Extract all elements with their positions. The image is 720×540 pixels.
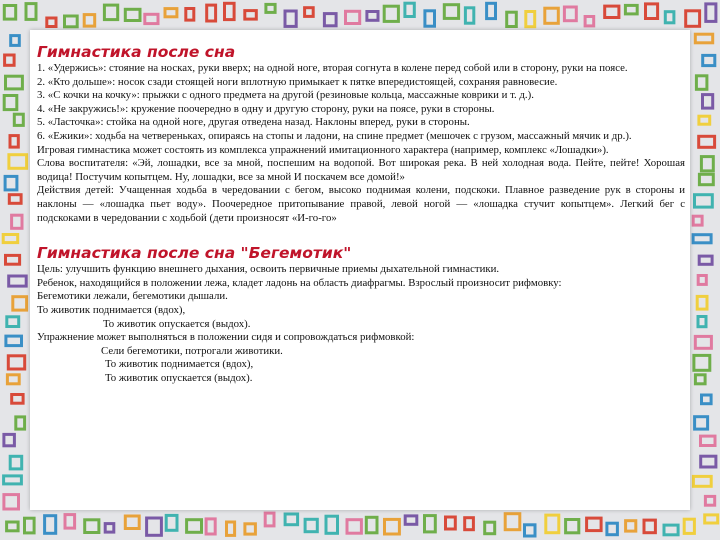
decorative-tile: [703, 95, 713, 109]
decorative-tile: [7, 522, 19, 531]
decorative-tile: [695, 417, 708, 429]
decorative-tile: [699, 256, 712, 264]
exercise-5: 5. «Ласточка»: стойка на одной ноге, другая отведена назад. Наклоны вперед, руки в стороны.: [37, 116, 470, 129]
decorative-tile: [626, 521, 636, 531]
decorative-tile: [425, 516, 436, 532]
decorative-tile: [245, 11, 256, 20]
section2-title: Гимнастика после сна "Бегемотик": [37, 244, 352, 263]
teacher-words: Слова воспитателя: «Эй, лошадки, все за мной, поспешим на водопой. Вот широкая река. В ней холодная вода. Пейте, пейте! Хорошая водица! Постучим копытцем. Ну, лошадки, все за мной И поскачем все домой!»: [37, 157, 685, 183]
rhyme2-line-1: Сели бегемотики, потрогали животики.: [101, 344, 283, 357]
decorative-tile: [694, 355, 710, 370]
rhyme-line-1: Бегемотики лежали, бегемотики дышали.: [37, 290, 228, 303]
decorative-tile: [4, 96, 17, 110]
decorative-tile: [695, 195, 713, 207]
decorative-tile: [505, 514, 520, 530]
decorative-tile: [305, 8, 314, 17]
decorative-tile: [703, 55, 715, 65]
decorative-tile: [566, 520, 579, 533]
decorative-tile: [625, 5, 637, 14]
decorative-tile: [207, 5, 216, 21]
decorative-tile: [10, 456, 22, 469]
decorative-tile: [587, 518, 602, 531]
decorative-tile: [705, 515, 718, 523]
decorative-tile: [187, 520, 202, 533]
decorative-tile: [706, 4, 716, 22]
decorative-tile: [285, 11, 296, 26]
decorative-tile: [545, 8, 559, 23]
decorative-tile: [644, 520, 655, 533]
decorative-tile: [507, 12, 517, 26]
decorative-tile: [13, 297, 27, 310]
decorative-tile: [104, 5, 117, 20]
game-gymnastics-intro: Игровая гимнастика может состоять из комплекса упражнений имитационного характера (например, комплекс «Лошадки»).: [37, 143, 609, 156]
decorative-tile: [695, 336, 711, 348]
decorative-tile: [384, 6, 398, 21]
decorative-tile: [405, 516, 417, 524]
decorative-tile: [85, 520, 99, 533]
decorative-tile: [4, 476, 22, 484]
decorative-tile: [145, 14, 158, 23]
decorative-tile: [3, 235, 18, 243]
decorative-tile: [84, 15, 95, 27]
decorative-tile: [664, 525, 678, 535]
decorative-tile: [405, 3, 414, 16]
decorative-tile: [5, 176, 17, 190]
decorative-tile: [305, 519, 317, 531]
decorative-tile: [695, 34, 712, 43]
decorative-tile: [425, 11, 435, 26]
decorative-tile: [265, 513, 274, 526]
sitting-variant-line: Упражнение может выполняться в положении сидя и сопровождаться рифмовкой:: [37, 331, 415, 344]
decorative-tile: [165, 9, 177, 17]
decorative-tile: [65, 515, 75, 529]
decorative-tile: [266, 4, 275, 12]
decorative-tile: [701, 436, 716, 445]
decorative-tile: [702, 395, 712, 404]
decorative-tile: [546, 515, 559, 533]
decorative-tile: [8, 356, 24, 369]
decorative-tile: [698, 317, 706, 327]
decorative-tile: [4, 495, 19, 509]
decorative-tile: [485, 522, 495, 534]
decorative-tile: [6, 255, 20, 264]
decorative-tile: [385, 519, 400, 534]
decorative-tile: [526, 12, 535, 27]
section1-title: Гимнастика после сна: [37, 43, 236, 61]
exercise-1: 1. «Удержись»: стояние на носках, руки вверх; на одной ноге, вторая согнута в колене перед собой или в сторону, руки на поясе.: [37, 62, 628, 74]
decorative-tile: [487, 3, 496, 18]
decorative-tile: [25, 518, 35, 533]
decorative-tile: [285, 514, 298, 525]
decorative-tile: [186, 9, 194, 21]
decorative-tile: [699, 174, 713, 184]
decorative-tile: [147, 518, 162, 535]
decorative-tile: [605, 6, 619, 17]
decorative-tile: [9, 155, 27, 169]
decorative-tile: [5, 55, 15, 65]
decorative-tile: [206, 519, 215, 534]
decorative-tile: [12, 395, 23, 404]
decorative-tile: [693, 216, 702, 225]
exercise-3: 3. «С кочки на кочку»: прыжки с одного предмета на другой (резиновые кольца, массажные коврики и т. д.).: [37, 89, 534, 102]
decorative-tile: [665, 12, 674, 23]
decorative-tile: [693, 235, 711, 243]
decorative-tile: [607, 523, 618, 535]
decorative-tile: [4, 6, 15, 20]
decorative-tile: [367, 12, 378, 21]
decorative-tile: [7, 317, 19, 327]
decorative-tile: [12, 215, 22, 228]
decorative-tile: [684, 519, 694, 533]
decorative-tile: [45, 516, 56, 534]
rhyme-line-2: То животик поднимается (вдох),: [37, 303, 186, 316]
decorative-tile: [16, 417, 25, 429]
exercise-2: 2. «Кто дольше»: носок сзади стоящей ноги вплотную примыкает к пятке впередистоящей, сохраняя равновесие.: [37, 75, 558, 88]
instruction-line: Ребенок, находящийся в положении лежа, кладет ладонь на область диафрагмы. Взрослый произносит рифмовку:: [37, 276, 562, 289]
decorative-tile: [585, 17, 594, 26]
rhyme2-line-2: То животик поднимается (вдох),: [105, 358, 254, 371]
decorative-tile: [366, 517, 377, 533]
decorative-tile: [701, 456, 716, 467]
decorative-tile: [7, 375, 19, 384]
decorative-tile: [166, 515, 177, 530]
decorative-tile: [525, 525, 536, 536]
decorative-tile: [324, 14, 336, 26]
decorative-tile: [326, 516, 338, 533]
decorative-tile: [646, 4, 658, 19]
decorative-tile: [699, 116, 710, 124]
decorative-tile: [14, 114, 23, 125]
decorative-tile: [125, 516, 139, 529]
decorative-tile: [444, 5, 458, 19]
decorative-tile: [105, 524, 114, 533]
decorative-tile: [26, 4, 36, 20]
decorative-tile: [693, 476, 711, 486]
exercise-4: 4. «Не закружись!»: кружение поочередно в одну и другую сторону, руки на поясе, руки в стороны.: [37, 102, 495, 115]
decorative-tile: [465, 518, 474, 530]
decorative-tile: [4, 434, 15, 445]
decorative-tile: [47, 18, 56, 27]
decorative-tile: [564, 7, 576, 21]
decorative-tile: [465, 8, 473, 23]
decorative-tile: [9, 276, 27, 286]
decorative-tile: [227, 522, 235, 535]
children-actions: Действия детей: Учащенная ходьба в чередовании с бегом, высоко поднимая колени, подскоки. Плавное разведение рук в стороны и наклоны — «лошадка пьет воду». Поочередное притопывание правой, левой ногой — «лошадка стучит копытцем». Легкий бег с подскоками в чередовании с ходьбой (дети произносят «И-го-го»: [37, 184, 685, 224]
decorative-tile: [697, 296, 707, 309]
decorative-tile: [125, 9, 140, 20]
content-panel: [30, 30, 690, 510]
decorative-tile: [65, 16, 78, 27]
decorative-tile: [6, 336, 22, 346]
decorative-tile: [11, 36, 20, 46]
decorative-tile: [10, 136, 18, 148]
exercise-6: 6. «Ежики»: ходьба на четвереньках, опираясь на стопы и ладони, на спине предмет (мешочек с грузом, массажный мячик и др.).: [37, 129, 632, 142]
document-body: [37, 42, 685, 385]
decorative-tile: [245, 524, 256, 534]
decorative-tile: [9, 195, 21, 204]
decorative-tile: [225, 3, 235, 19]
decorative-tile: [446, 517, 456, 529]
decorative-tile: [346, 11, 360, 23]
decorative-tile: [696, 76, 707, 90]
rhyme2-line-3: То животик опускается (выдох).: [105, 371, 253, 384]
goal-line: Цель: улучшить функцию внешнего дыхания, освоить первичные приемы дыхательной гимнастики.: [37, 263, 500, 276]
decorative-tile: [6, 76, 23, 89]
decorative-tile: [701, 157, 713, 171]
decorative-tile: [686, 11, 700, 26]
decorative-tile: [705, 496, 714, 505]
decorative-tile: [347, 520, 361, 534]
decorative-tile: [698, 276, 706, 285]
decorative-tile: [695, 375, 705, 384]
rhyme-line-3: То животик опускается (выдох).: [103, 317, 251, 330]
decorative-tile: [699, 136, 715, 147]
